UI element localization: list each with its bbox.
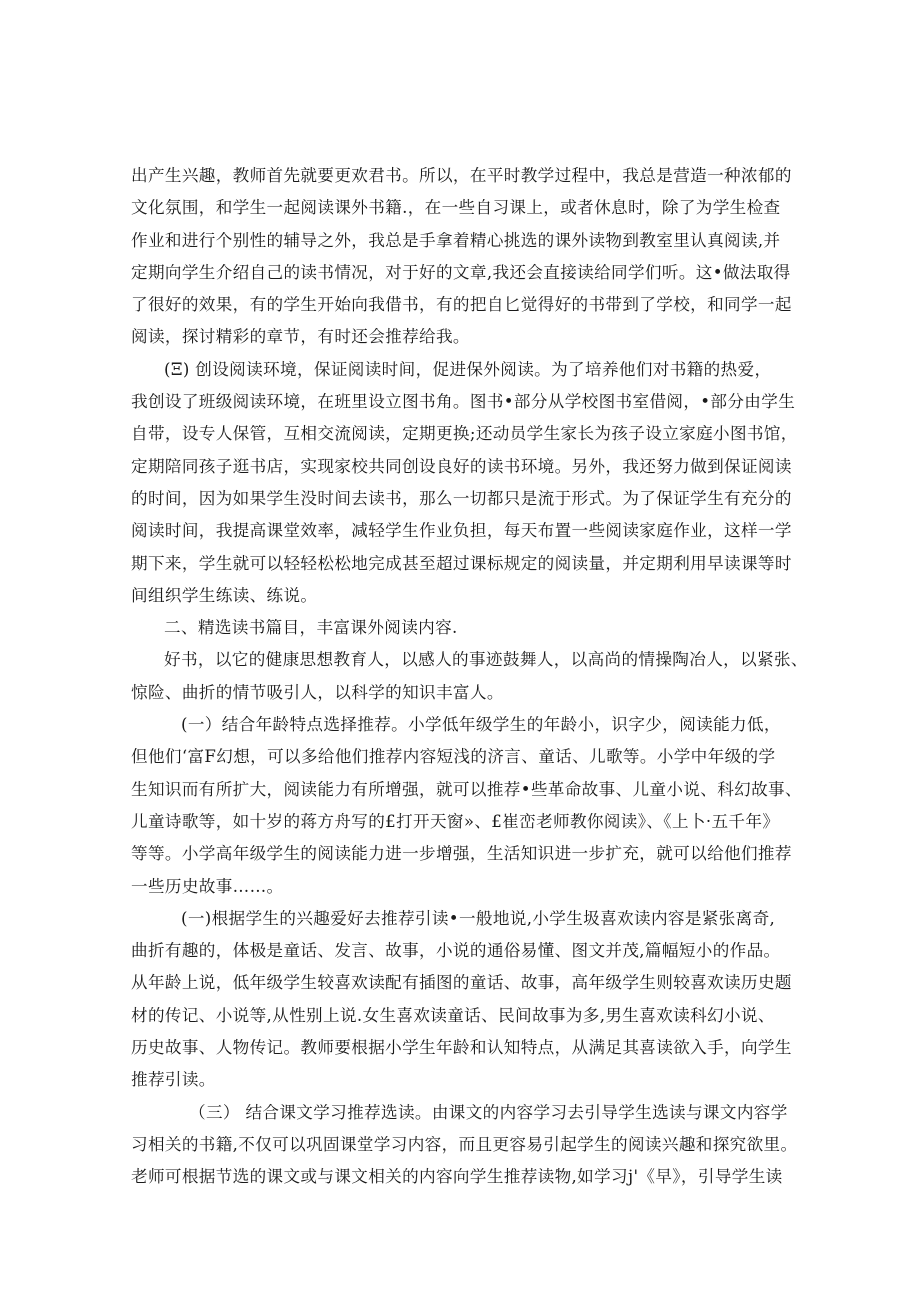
text-line: 曲折有趣的，体极是童话、发言、故事，小说的通俗易懂、图文并茂,篇幅短小的作品。 [131,941,781,961]
section-heading-line: (一)根据学生的兴趣爱好去推荐引读•一般地说,小学生圾喜欢读内容是紧张离奇, [181,908,776,928]
section-heading-line: (Ξ) 创设阅读环境，保证阅读时间，促进保外阅读。为了培养他们对书籍的热爱， [164,359,772,379]
text-line: 推荐引读。 [131,1070,216,1090]
text-line: 作业和进行个别性的辅导之外，我总是手拿着精心挑选的课外读物到教室里认真阅读,并 [131,230,781,250]
document-body [131,160,808,1194]
text-line: 儿童诗歌等，如十岁的蒋方舟写的£打开天窗»、£崔峦老师教你阅读》、《上卜·五千年》 [131,811,780,831]
text-line: 生知识而有所扩大，阅读能力有所增强，就可以推荐•些革命故事、儿童小说、科幻故事、 [131,779,802,799]
text-line: 等等。小学高年级学生的阅读能力进一步增强，生活知识进一步扩充，就可以给他们推荐 [131,844,792,864]
text-line: 习相关的书籍,不仅可以巩固课堂学习内容，而且更容易引起学生的阅读兴趣和探究欲里。 [131,1134,798,1154]
text-line: 间组织学生练读、练说。 [131,585,318,605]
text-line: 老师可根据节选的课文或与课文相关的内容向学生推荐读物,如学习j'《早》，引导学生读 [131,1167,783,1187]
text-line: 定期向学生介绍自己的读书情况，对于好的文章,我还会直接读给同学们听。这•做法取得 [131,262,791,282]
text-line: 期下来，学生就可以轻轻松松地完成甚至超过课标规定的阅读量，并定期利用早读课等时 [131,553,792,573]
text-line: 的时间，因为如果学生没时间去读书，那么一切都只是流于形式。为了保证学生有充分的 [131,488,792,508]
text-line: 自带，设专人保管，互相交流阅读，定期更换;还动员学生家长为孩子设立家庭小图书馆， [131,424,798,444]
text-line: 惊险、曲折的情节吸引人，以科学的知识丰富人。 [131,682,504,702]
text-line: 阅读时间，我提高课堂效率，减轻学生作业负担，每天布置一些阅读家庭作业，这样一学 [131,521,792,541]
text-line: 文化氛围，和学生一起阅读课外书籍.，在一些自习课上，或者休息时，除了为学生检查 [131,198,781,218]
section-heading-line: (一）结合年龄特点选择推荐。小学低年级学生的年龄小，识字少，阅读能力低， [181,715,781,735]
text-line: 阅读，探讨精彩的章节，有时还会推荐给我。 [131,327,470,347]
text-line: 我创设了班级阅读环境，在班里设立图书角。图书•部分从学校图书室借阅，•部分由学生 [131,392,796,412]
text-line: 好书，以它的健康思想教育人，以感人的事迹鼓舞人，以高尚的情操陶冶人，以紧张、 [164,650,808,670]
text-line: 历史故事、人物传记。教师要根据小学生年龄和认知特点，从满足其喜读欲入手，向学生 [131,1038,792,1058]
text-line: 从年龄上说，低年级学生较喜欢读配有插图的童话、故事，高年级学生则较喜欢读历史题 [131,973,792,993]
text-line: 了很好的效果，有的学生开始向我借书，有的把自匕觉得好的书带到了学校，和同学一起 [131,295,792,315]
section-heading-line: （三） 结合课文学习推荐选读。由课文的内容学习去引导学生选读与课文内容学 [189,1102,788,1122]
section-heading-line: 二、精选读书篇目，丰富课外阅读内容. [164,618,458,638]
text-line: 一些历史故事……。 [131,876,284,896]
text-line: 但他们‘富F幻想，可以多给他们推荐内容短浅的济言、童话、儿歌等。小学中年级的学 [131,747,776,767]
text-line: 定期陪同孩子逛书店，实现家校共同创设良好的读书环境。另外，我还努力做到保证阅读 [131,456,792,476]
text-line: 材的传记、小说等,从性别上说.女生喜欢读童话、民间故事为多,男生喜欢读科幻小说、 [131,1005,775,1025]
text-line: 出产生兴趣，教师首先就要更欢君书。所以，在平时教学过程中，我总是营造一种浓郁的 [131,166,792,185]
